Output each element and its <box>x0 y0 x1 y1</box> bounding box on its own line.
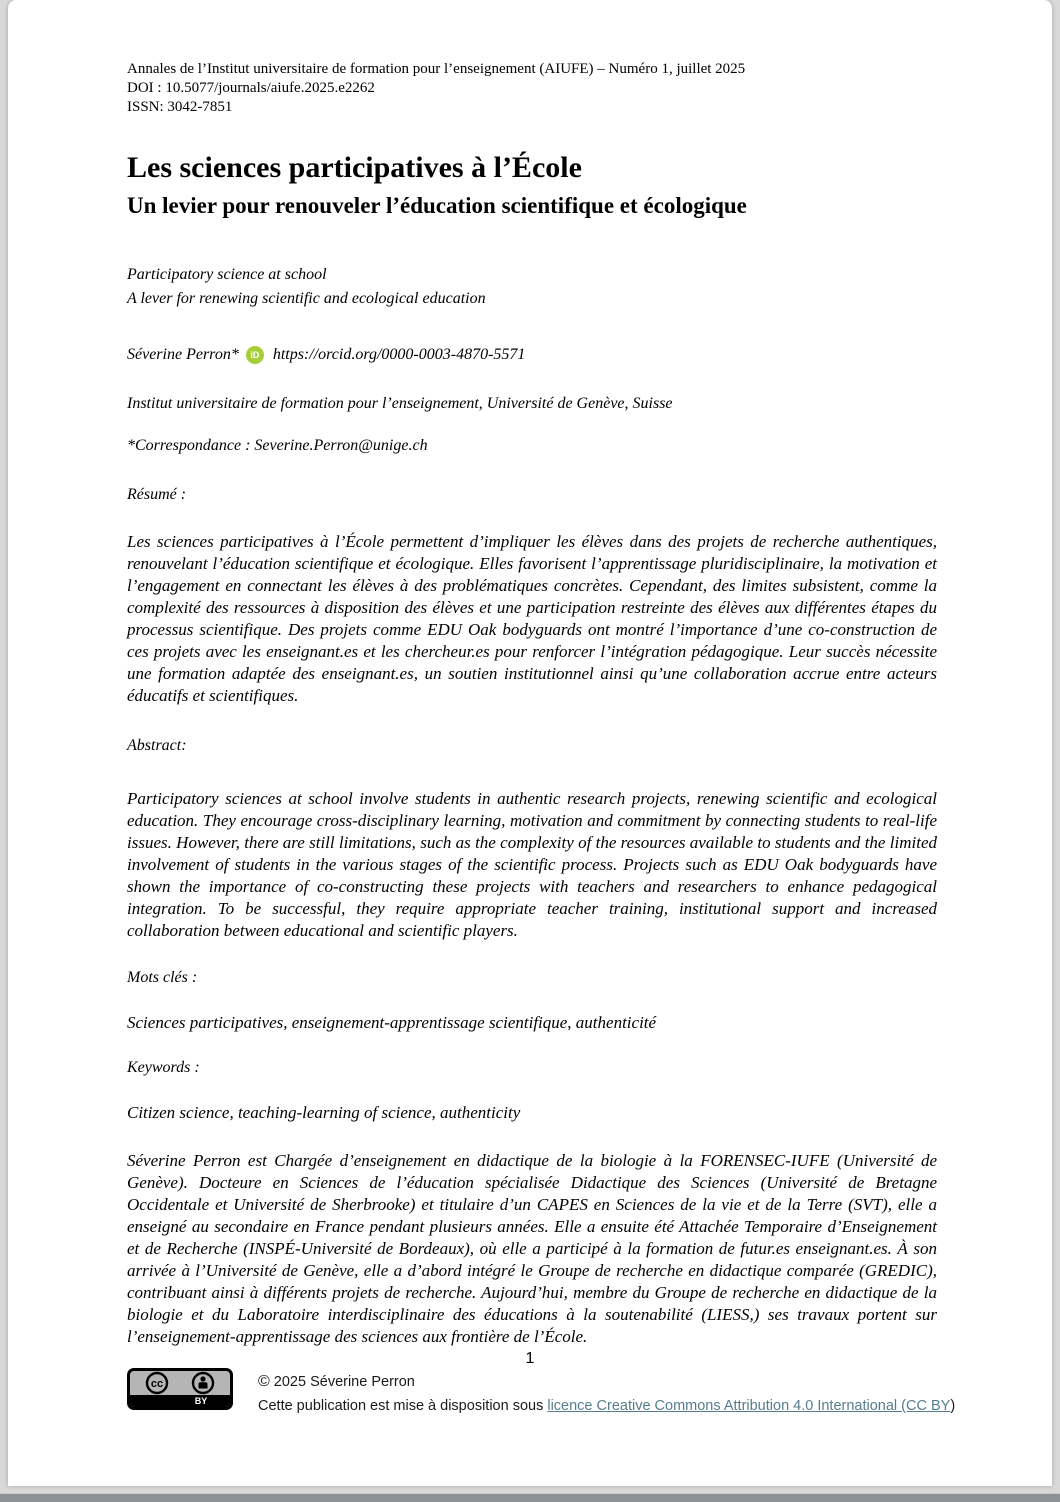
paper-page <box>8 0 1052 1486</box>
orcid-url-link[interactable]: https://orcid.org/0000-0003-4870-5571 <box>272 346 526 363</box>
mots-cles-label: Mots clés : <box>127 969 198 986</box>
abstract-paragraph: Participatory sciences at school involve students in authentic research projects, renewing scientific and ecological education. They encourage cross-disciplinary learning, motivation and commitment by connecting students to real-life issues. However, there are still limitations, such as the complexity of the resources available to students and the limited involvement of students in the various stages of the scientific process. Projects such as EDU Oak bodyguards have shown the importance of co-constructing these projects with teachers and researchers to enhance pedagogical integration. To be successful, they require appropriate teacher training, institutional support and increased collaboration between educational and scientific players. <box>127 789 937 940</box>
creative-commons-icon <box>145 1371 169 1395</box>
copyright-text: 2025 Séverine Perron <box>273 1374 415 1390</box>
license-suffix-text: ) <box>950 1398 956 1414</box>
page-number: 1 <box>525 1350 535 1367</box>
copyright-line <box>258 1370 958 1394</box>
article-subtitle-english-line2: A lever for renewing scientific and ecological education <box>127 290 486 307</box>
doi-line: DOI : 10.5077/journals/aiufe.2025.e2262 <box>127 80 375 96</box>
cc-badge-icons <box>130 1371 230 1395</box>
correspondence-line: *Correspondance : Severine.Perron@unige.ch <box>127 437 428 454</box>
license-line <box>258 1394 958 1418</box>
abstract-label: Abstract: <box>127 737 187 754</box>
issn-line: ISSN: 3042-7851 <box>127 99 233 115</box>
copyright-icon: © <box>258 1373 270 1390</box>
footer-license-block <box>258 1370 958 1418</box>
cc-by-license-badge[interactable] <box>127 1368 233 1410</box>
article-title-english-line1: Participatory science at school <box>127 266 327 283</box>
cc-badge-by-label: BY <box>130 1395 230 1408</box>
license-prefix-text: Cette publication est mise à disposition sous <box>258 1398 548 1414</box>
orcid-icon[interactable]: iD <box>246 346 264 364</box>
resume-paragraph: Les sciences participatives à l’École permettent d’impliquer les élèves dans des projets de recherche authentiques, renouvelant l’éducation scientifique et écologique. Elles favorisent l’apprentissage pluridisciplinaire, la motivation et l’engagement en connectant les élèves à des problématiques concrètes. Cependant, des limites subsistent, comme la complexité des ressources à disposition des élèves et une participation restreinte des élèves aux différentes étapes du processus scientifique. Des projets comme EDU Oak bodyguards ont montré l’importance d’une co-construction de ces projets avec les enseignant.es et les chercheur.es pour renforcer l’intégration pédagogique. Leur succès nécessite une formation adaptée des enseignant.es, un soutien institutionnel ainsi qu’une collaboration accrue entre acteurs éducatifs et scientifiques. <box>127 532 937 705</box>
keywords-label: Keywords : <box>127 1059 200 1076</box>
journal-issue-line: Annales de l’Institut universitaire de formation pour l’enseignement (AIUFE) – Numéro 1, juillet 2025 <box>127 61 746 77</box>
resume-label: Résumé : <box>127 486 187 503</box>
svg-text:cc: cc <box>150 1378 164 1390</box>
license-link[interactable]: licence Creative Commons Attribution 4.0 International (CC BY <box>547 1398 951 1414</box>
author-name: Séverine Perron* <box>127 346 239 363</box>
article-subtitle: Un levier pour renouveler l’éducation scientifique et écologique <box>127 193 747 218</box>
keywords-list: Citizen science, teaching-learning of science, authenticity <box>127 1103 521 1122</box>
article-title-english <box>127 263 937 311</box>
author-affiliation: Institut universitaire de formation pour l’enseignement, Université de Genève, Suisse <box>127 395 673 412</box>
mots-cles-list: Sciences participatives, enseignement-apprentissage scientifique, authenticité <box>127 1013 657 1032</box>
author-bio-paragraph: Séverine Perron est Chargée d’enseignement en didactique de la biologie à la FORENSEC-IUFE (Université de Genève). Docteure en Sciences de l’éducation spécialisée Didactique des Sciences (Université de Bretagne Occidentale et Université de Sherbrooke) et titulaire d’un CAPES en Sciences de la vie et de la Terre (SVT), elle a enseigné au secondaire en France pendant plusieurs années. Elle a ensuite été Attachée Temporaire d’Enseignement et de Recherche (INSPÉ-Université de Bordeaux), où elle a participé à la formation de futur.es enseignant.es. À son arrivée à l’Université de Genève, elle a d’abord intégré le Groupe de recherche en didactique comparée (GREDIC), contribuant ainsi à différents projets de recherche. Aujourd’hui, membre du Groupe de recherche en didactique de la biologie et du Laboratoire interdisciplinaire des éducations à la soutenabilité (LIESS,) ses travaux portent sur l’enseignement-apprentissage des sciences aux frontière de l’École. <box>127 1151 937 1346</box>
article-title: Les sciences participatives à l’École <box>127 151 582 184</box>
journal-header <box>127 60 937 117</box>
attribution-person-icon <box>191 1371 215 1395</box>
window-bottom-edge <box>0 1493 1060 1502</box>
author-row <box>127 346 937 364</box>
